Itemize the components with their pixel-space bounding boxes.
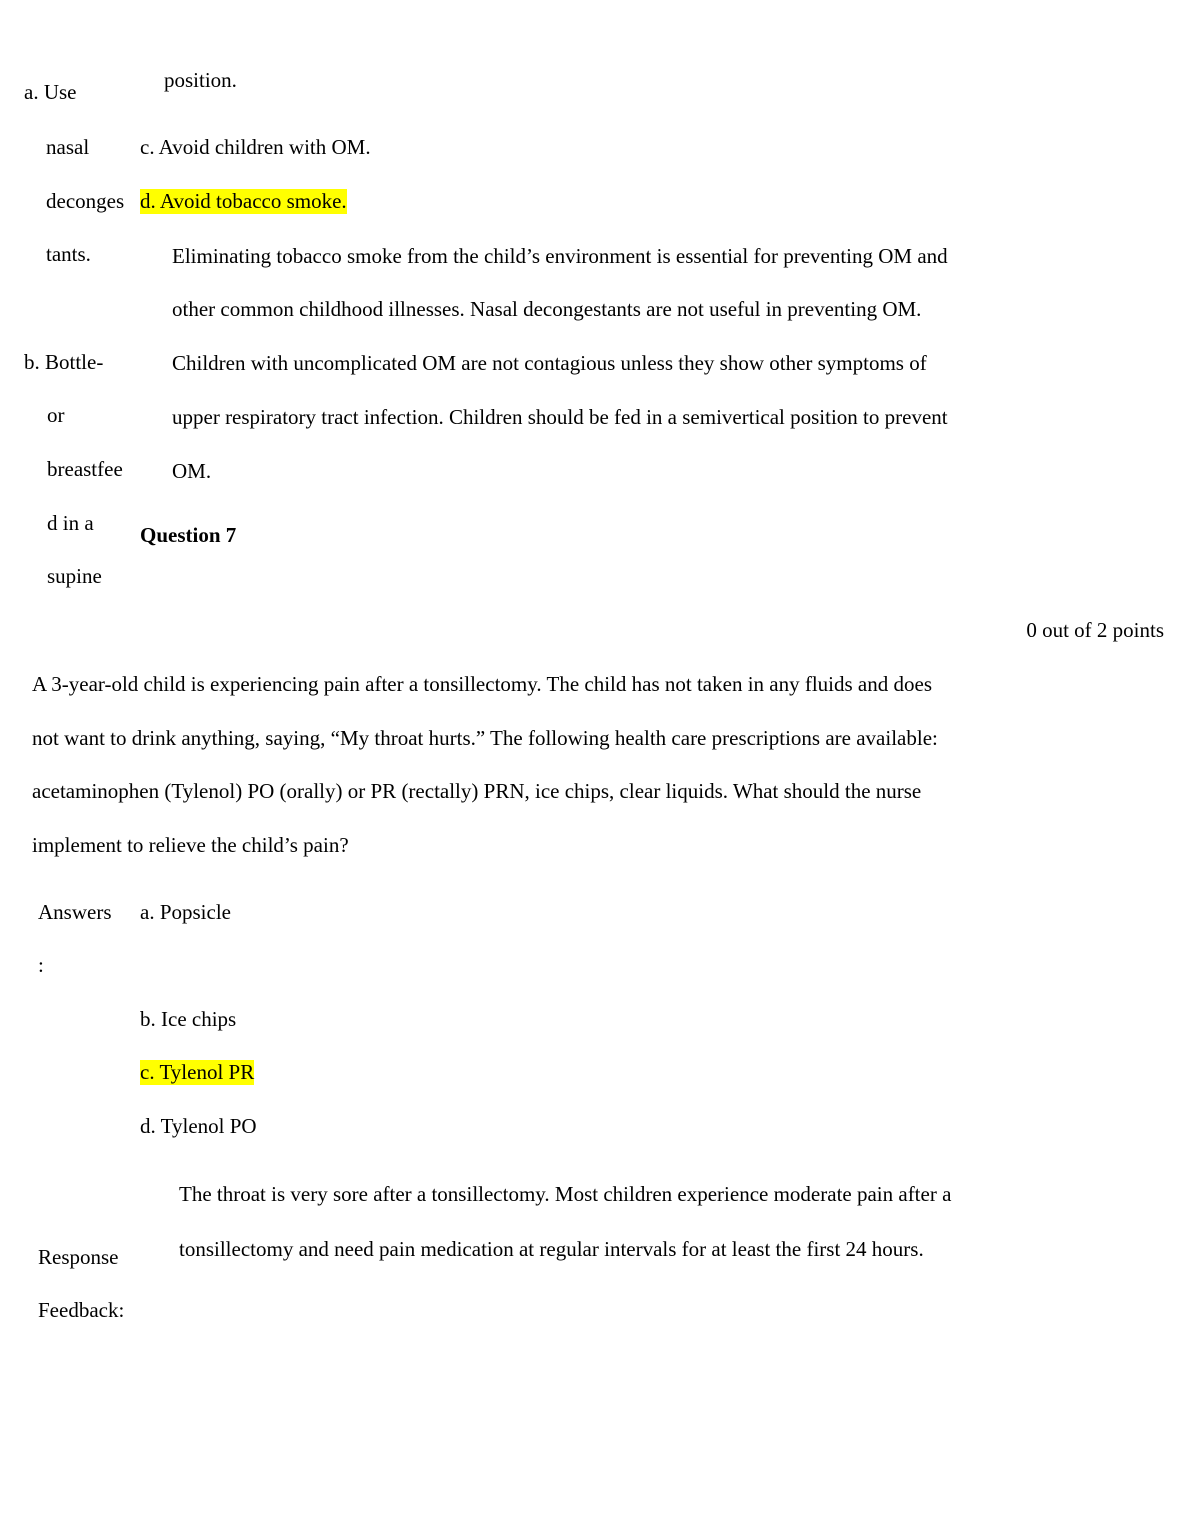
q7-answers-label-line-1: Answers <box>38 900 112 924</box>
q7-answer-c-highlighted: c. Tylenol PR <box>140 1060 255 1084</box>
q6-option-a-line-2: nasal <box>46 135 90 159</box>
q7-title: Question 7 <box>140 523 237 547</box>
q7-answer-b: b. Ice chips <box>140 1007 237 1031</box>
q7-question-line-3: acetaminophen (Tylenol) PO (orally) or PR (rectally) PRN, ice chips, clear liquids. What should the nurse <box>32 779 922 803</box>
q6-option-b-line-4: d in a <box>47 511 94 535</box>
q6-option-a-line-3: deconges <box>46 189 125 213</box>
q7-feedback-label-line-2: Feedback: <box>38 1298 125 1322</box>
q6-rationale-line-1: Eliminating tobacco smoke from the child’s environment is essential for preventing OM and <box>172 244 948 268</box>
q7-answer-a: a. Popsicle <box>140 900 231 924</box>
q6-option-b-line-2: or <box>47 403 65 427</box>
q6-option-b-line-5: supine <box>47 564 102 588</box>
q6-rationale-line-5: OM. <box>172 459 212 483</box>
q7-feedback-label-line-1: Response <box>38 1245 119 1269</box>
q7-answers-label-line-2: : <box>38 953 44 977</box>
q6-option-d-highlighted: d. Avoid tobacco smoke. <box>140 189 347 213</box>
q7-feedback-line-1: The throat is very sore after a tonsillectomy. Most children experience moderate pain after a <box>179 1182 952 1206</box>
q7-question-line-1: A 3-year-old child is experiencing pain after a tonsillectomy. The child has not taken in any fluids and does <box>32 672 932 696</box>
q6-option-a-line-4: tants. <box>46 242 91 266</box>
q6-option-b-line-1: b. Bottle- <box>24 350 104 374</box>
q7-answer-d: d. Tylenol PO <box>140 1114 257 1138</box>
q6-rationale-line-3: Children with uncomplicated OM are not contagious unless they show other symptoms of <box>172 351 927 375</box>
q6-option-b-end: position. <box>164 68 237 92</box>
q7-score: 0 out of 2 points <box>1026 618 1164 642</box>
q6-rationale-line-2: other common childhood illnesses. Nasal decongestants are not useful in preventing OM. <box>172 297 922 321</box>
q7-question-line-4: implement to relieve the child’s pain? <box>32 833 349 857</box>
q6-rationale-line-4: upper respiratory tract infection. Children should be fed in a semivertical position to prevent <box>172 405 948 429</box>
q7-feedback-line-2: tonsillectomy and need pain medication at regular intervals for at least the first 24 hours. <box>179 1237 924 1261</box>
q6-option-b-line-3: breastfee <box>47 457 123 481</box>
q7-question-line-2: not want to drink anything, saying, “My throat hurts.” The following health care prescriptions are available: <box>32 726 938 750</box>
q6-option-a-line-1: a. Use <box>24 80 77 104</box>
q6-option-c: c. Avoid children with OM. <box>140 135 371 159</box>
